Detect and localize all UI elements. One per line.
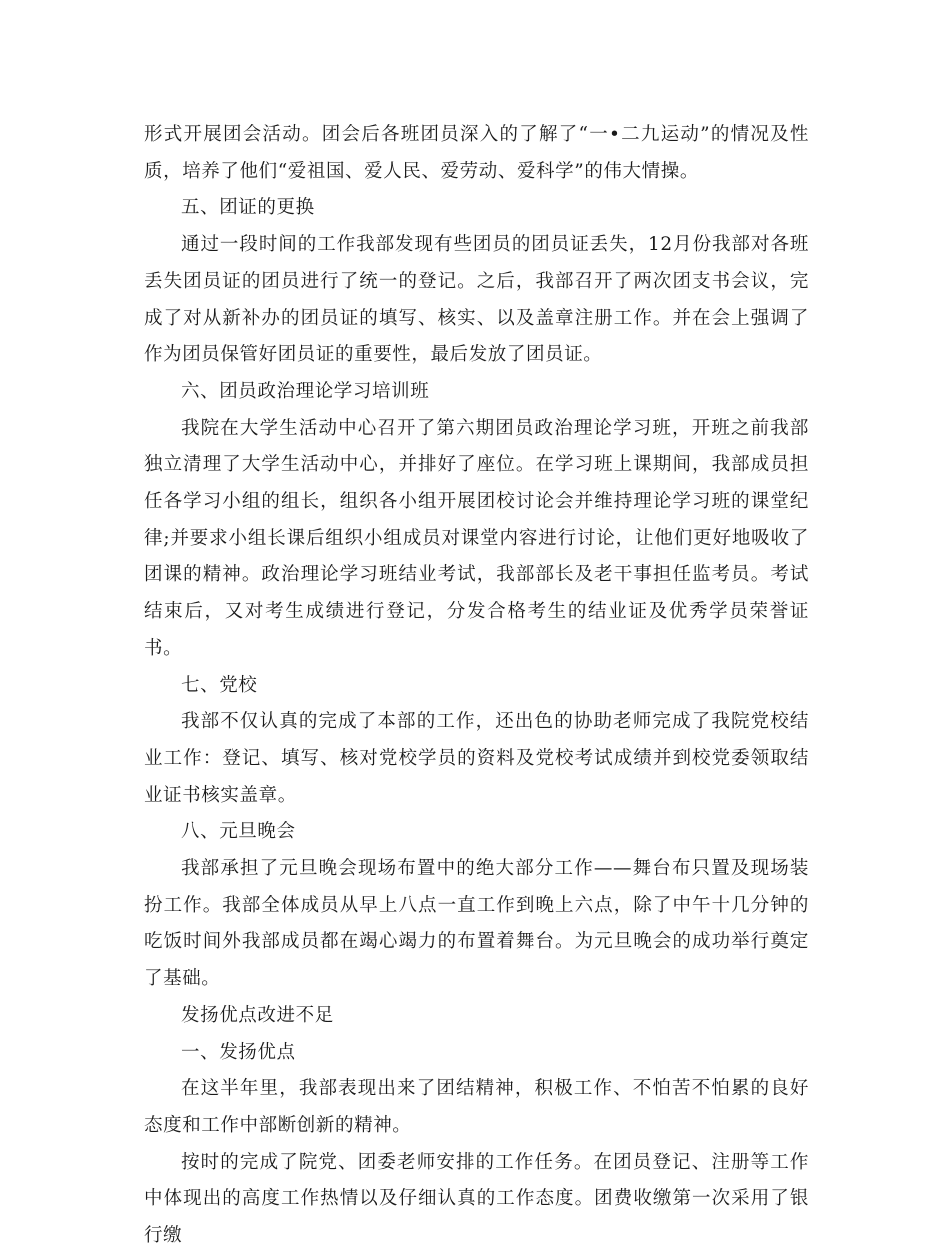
section-heading-improve: 发扬优点改进不足 — [181, 1004, 334, 1026]
paragraph-5: 我部承担了元旦晚会现场布置中的绝大部分工作——舞台布只置及现场装扮工作。我部全体成员从早上八点一直工作到晚上六点，除了中午十几分钟的吃饭时间外我部成员都在竭心竭力的布置着舞台。为元旦晚会的成功举行奠定了基础。 — [144, 858, 809, 990]
paragraph-1: 形式开展团会活动。团会后各班团员深入的了解了“一•二九运动”的情况及性质，培养了他们“爱祖国、爱人民、爱劳动、爱科学”的伟大情操。 — [144, 124, 809, 182]
paragraph-7: 按时的完成了院党、团委老师安排的工作任务。在团员登记、注册等工作中体现出的高度工作热情以及仔细认真的工作态度。团费收缴第一次采用了银行缴 — [144, 1151, 809, 1247]
section-heading-7: 七、党校 — [181, 674, 258, 696]
paragraph-2: 通过一段时间的工作我部发现有些团员的团员证丢失，12月份我部对各班丢失团员证的团员进行了统一的登记。之后，我部召开了两次团支书会议，完成了对从新补办的团员证的填写、核实、以及盖章注册工作。并在会上强调了作为团员保管好团员证的重要性，最后发放了团员证。 — [144, 234, 809, 366]
document-body — [144, 117, 809, 1255]
paragraph-4: 我部不仅认真的完成了本部的工作，还出色的协助老师完成了我院党校结业工作：登记、填写、核对党校学员的资料及党校考试成绩并到校党委领取结业证书核实盖章。 — [144, 711, 809, 806]
section-heading-6: 六、团员政治理论学习培训班 — [181, 380, 430, 402]
section-heading-5: 五、团证的更换 — [181, 197, 315, 219]
section-heading-1: 一、发扬优点 — [181, 1041, 296, 1063]
paragraph-3: 我院在大学生活动中心召开了第六期团员政治理论学习班，开班之前我部独立清理了大学生活动中心，并排好了座位。在学习班上课期间，我部成员担任各学习小组的组长，组织各小组开展团校讨论会并维持理论学习班的课堂纪律;并要求小组长课后组织小组成员对课堂内容进行讨论，让他们更好地吸收了团课的精神。政治理论学习班结业考试，我部部长及老干事担任监考员。考试结束后，又对考生成绩进行登记，分发合格考生的结业证及优秀学员荣誉证书。 — [144, 417, 809, 659]
paragraph-6: 在这半年里，我部表现出来了团结精神，积极工作、不怕苦不怕累的良好态度和工作中部断创新的精神。 — [144, 1078, 809, 1136]
section-heading-8: 八、元旦晚会 — [181, 821, 296, 843]
